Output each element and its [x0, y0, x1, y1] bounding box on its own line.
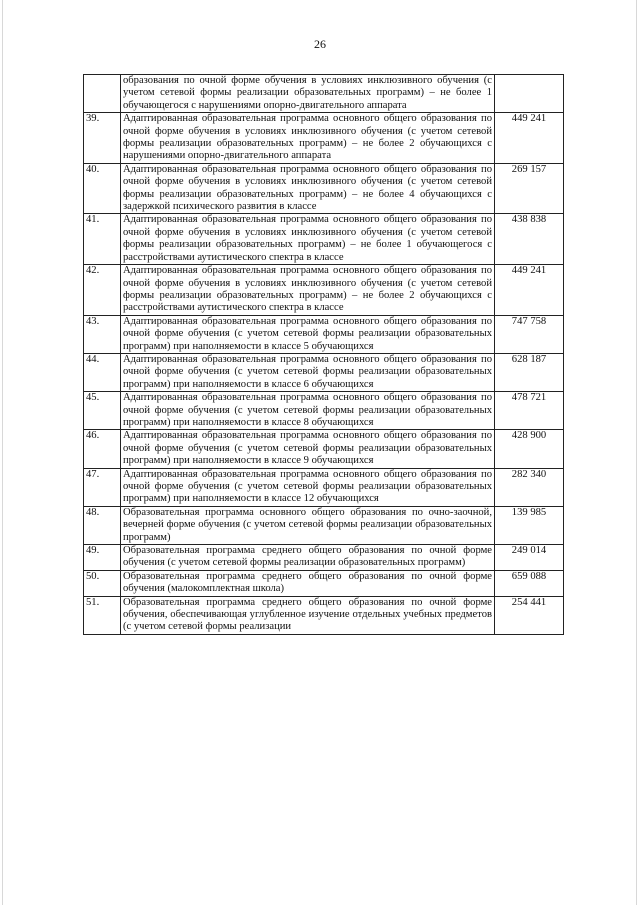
- row-number: 42.: [84, 265, 121, 316]
- cost-value: 249 014: [495, 545, 564, 571]
- row-number: 49.: [84, 545, 121, 571]
- row-number: 41.: [84, 214, 121, 265]
- page-number: 26: [314, 37, 326, 51]
- program-description: Образовательная программа среднего общего образования по очной форме обучения (с учетом сетевой формы реализации образовательных программ): [121, 545, 495, 571]
- program-description: Образовательная программа среднего общего образования по очной форме обучения (малокомплектная школа): [121, 570, 495, 596]
- row-number: 39.: [84, 113, 121, 164]
- cost-value: 139 985: [495, 506, 564, 544]
- program-description: Адаптированная образовательная программа основного общего образования по очной форме обучения в условиях инклюзивного обучения (с учетом сетевой формы реализации образовательных программ) – не более 2 обучающихся с расстройствами аутистического спектра в классе: [121, 265, 495, 316]
- table-row: [84, 392, 564, 430]
- table-row: [84, 265, 564, 316]
- row-number: 48.: [84, 506, 121, 544]
- row-number: 45.: [84, 392, 121, 430]
- row-number: 50.: [84, 570, 121, 596]
- table-row: [84, 506, 564, 544]
- table-row: [84, 545, 564, 571]
- row-number: 40.: [84, 163, 121, 214]
- cost-value: 254 441: [495, 596, 564, 634]
- table-row: [84, 596, 564, 634]
- table-row: [84, 113, 564, 164]
- program-description: Адаптированная образовательная программа основного общего образования по очной форме обучения в условиях инклюзивного обучения (с учетом сетевой формы реализации образовательных программ) – не более 2 обучающихся с нарушениями опорно-двигательного аппарата: [121, 113, 495, 164]
- program-description: Адаптированная образовательная программа основного общего образования по очной форме обучения (с учетом сетевой формы реализации образовательных программ) при наполняемости в классе 5 обучающихся: [121, 315, 495, 353]
- table-row: [84, 75, 564, 113]
- cost-value: 449 241: [495, 113, 564, 164]
- program-description: Адаптированная образовательная программа основного общего образования по очной форме обучения в условиях инклюзивного обучения (с учетом сетевой формы реализации образовательных программ) – не более 4 обучающихся с задержкой психического развития в классе: [121, 163, 495, 214]
- program-description: Адаптированная образовательная программа основного общего образования по очной форме обучения (с учетом сетевой формы реализации образовательных программ) при наполняемости в классе 6 обучающихся: [121, 353, 495, 391]
- normative-cost-table: [83, 74, 564, 635]
- program-description: Образовательная программа основного общего образования по очно-заочной, вечерней форме обучения (с учетом сетевой формы реализации образовательных программ): [121, 506, 495, 544]
- table-row: [84, 315, 564, 353]
- table-row: [84, 353, 564, 391]
- row-number: 47.: [84, 468, 121, 506]
- program-description: Адаптированная образовательная программа основного общего образования по очной форме обучения в условиях инклюзивного обучения (с учетом сетевой формы реализации образовательных программ) – не более 1 обучающегося с расстройствами аутистического спектра в классе: [121, 214, 495, 265]
- table-row: [84, 430, 564, 468]
- cost-value: 659 088: [495, 570, 564, 596]
- table-row: [84, 468, 564, 506]
- table-row: [84, 163, 564, 214]
- program-description: образования по очной форме обучения в условиях инклюзивного обучения (с учетом сетевой формы реализации образовательных программ) – не более 1 обучающегося с нарушениями опорно-двигательного аппарата: [121, 75, 495, 113]
- cost-value: 747 758: [495, 315, 564, 353]
- cost-value: 449 241: [495, 265, 564, 316]
- cost-value: [495, 75, 564, 113]
- cost-value: 478 721: [495, 392, 564, 430]
- row-number: 51.: [84, 596, 121, 634]
- scan-edge-left: [2, 0, 3, 905]
- program-description: Адаптированная образовательная программа основного общего образования по очной форме обучения (с учетом сетевой формы реализации образовательных программ) при наполняемости в классе 9 обучающихся: [121, 430, 495, 468]
- cost-value: 282 340: [495, 468, 564, 506]
- row-number: 46.: [84, 430, 121, 468]
- row-number: 44.: [84, 353, 121, 391]
- cost-value: 269 157: [495, 163, 564, 214]
- row-number: [84, 75, 121, 113]
- program-description: Адаптированная образовательная программа основного общего образования по очной форме обучения (с учетом сетевой формы реализации образовательных программ) при наполняемости в классе 8 обучающихся: [121, 392, 495, 430]
- row-number: 43.: [84, 315, 121, 353]
- program-description: Адаптированная образовательная программа основного общего образования по очной форме обучения (с учетом сетевой формы реализации образовательных программ) при наполняемости в классе 12 обучающихся: [121, 468, 495, 506]
- cost-value: 428 900: [495, 430, 564, 468]
- scan-edge-right: [636, 0, 637, 905]
- table-row: [84, 214, 564, 265]
- table-row: [84, 570, 564, 596]
- program-description: Образовательная программа среднего общего образования по очной форме обучения, обеспечивающая углубленное изучение отдельных учебных предметов (с учетом сетевой формы реализации: [121, 596, 495, 634]
- cost-value: 438 838: [495, 214, 564, 265]
- cost-value: 628 187: [495, 353, 564, 391]
